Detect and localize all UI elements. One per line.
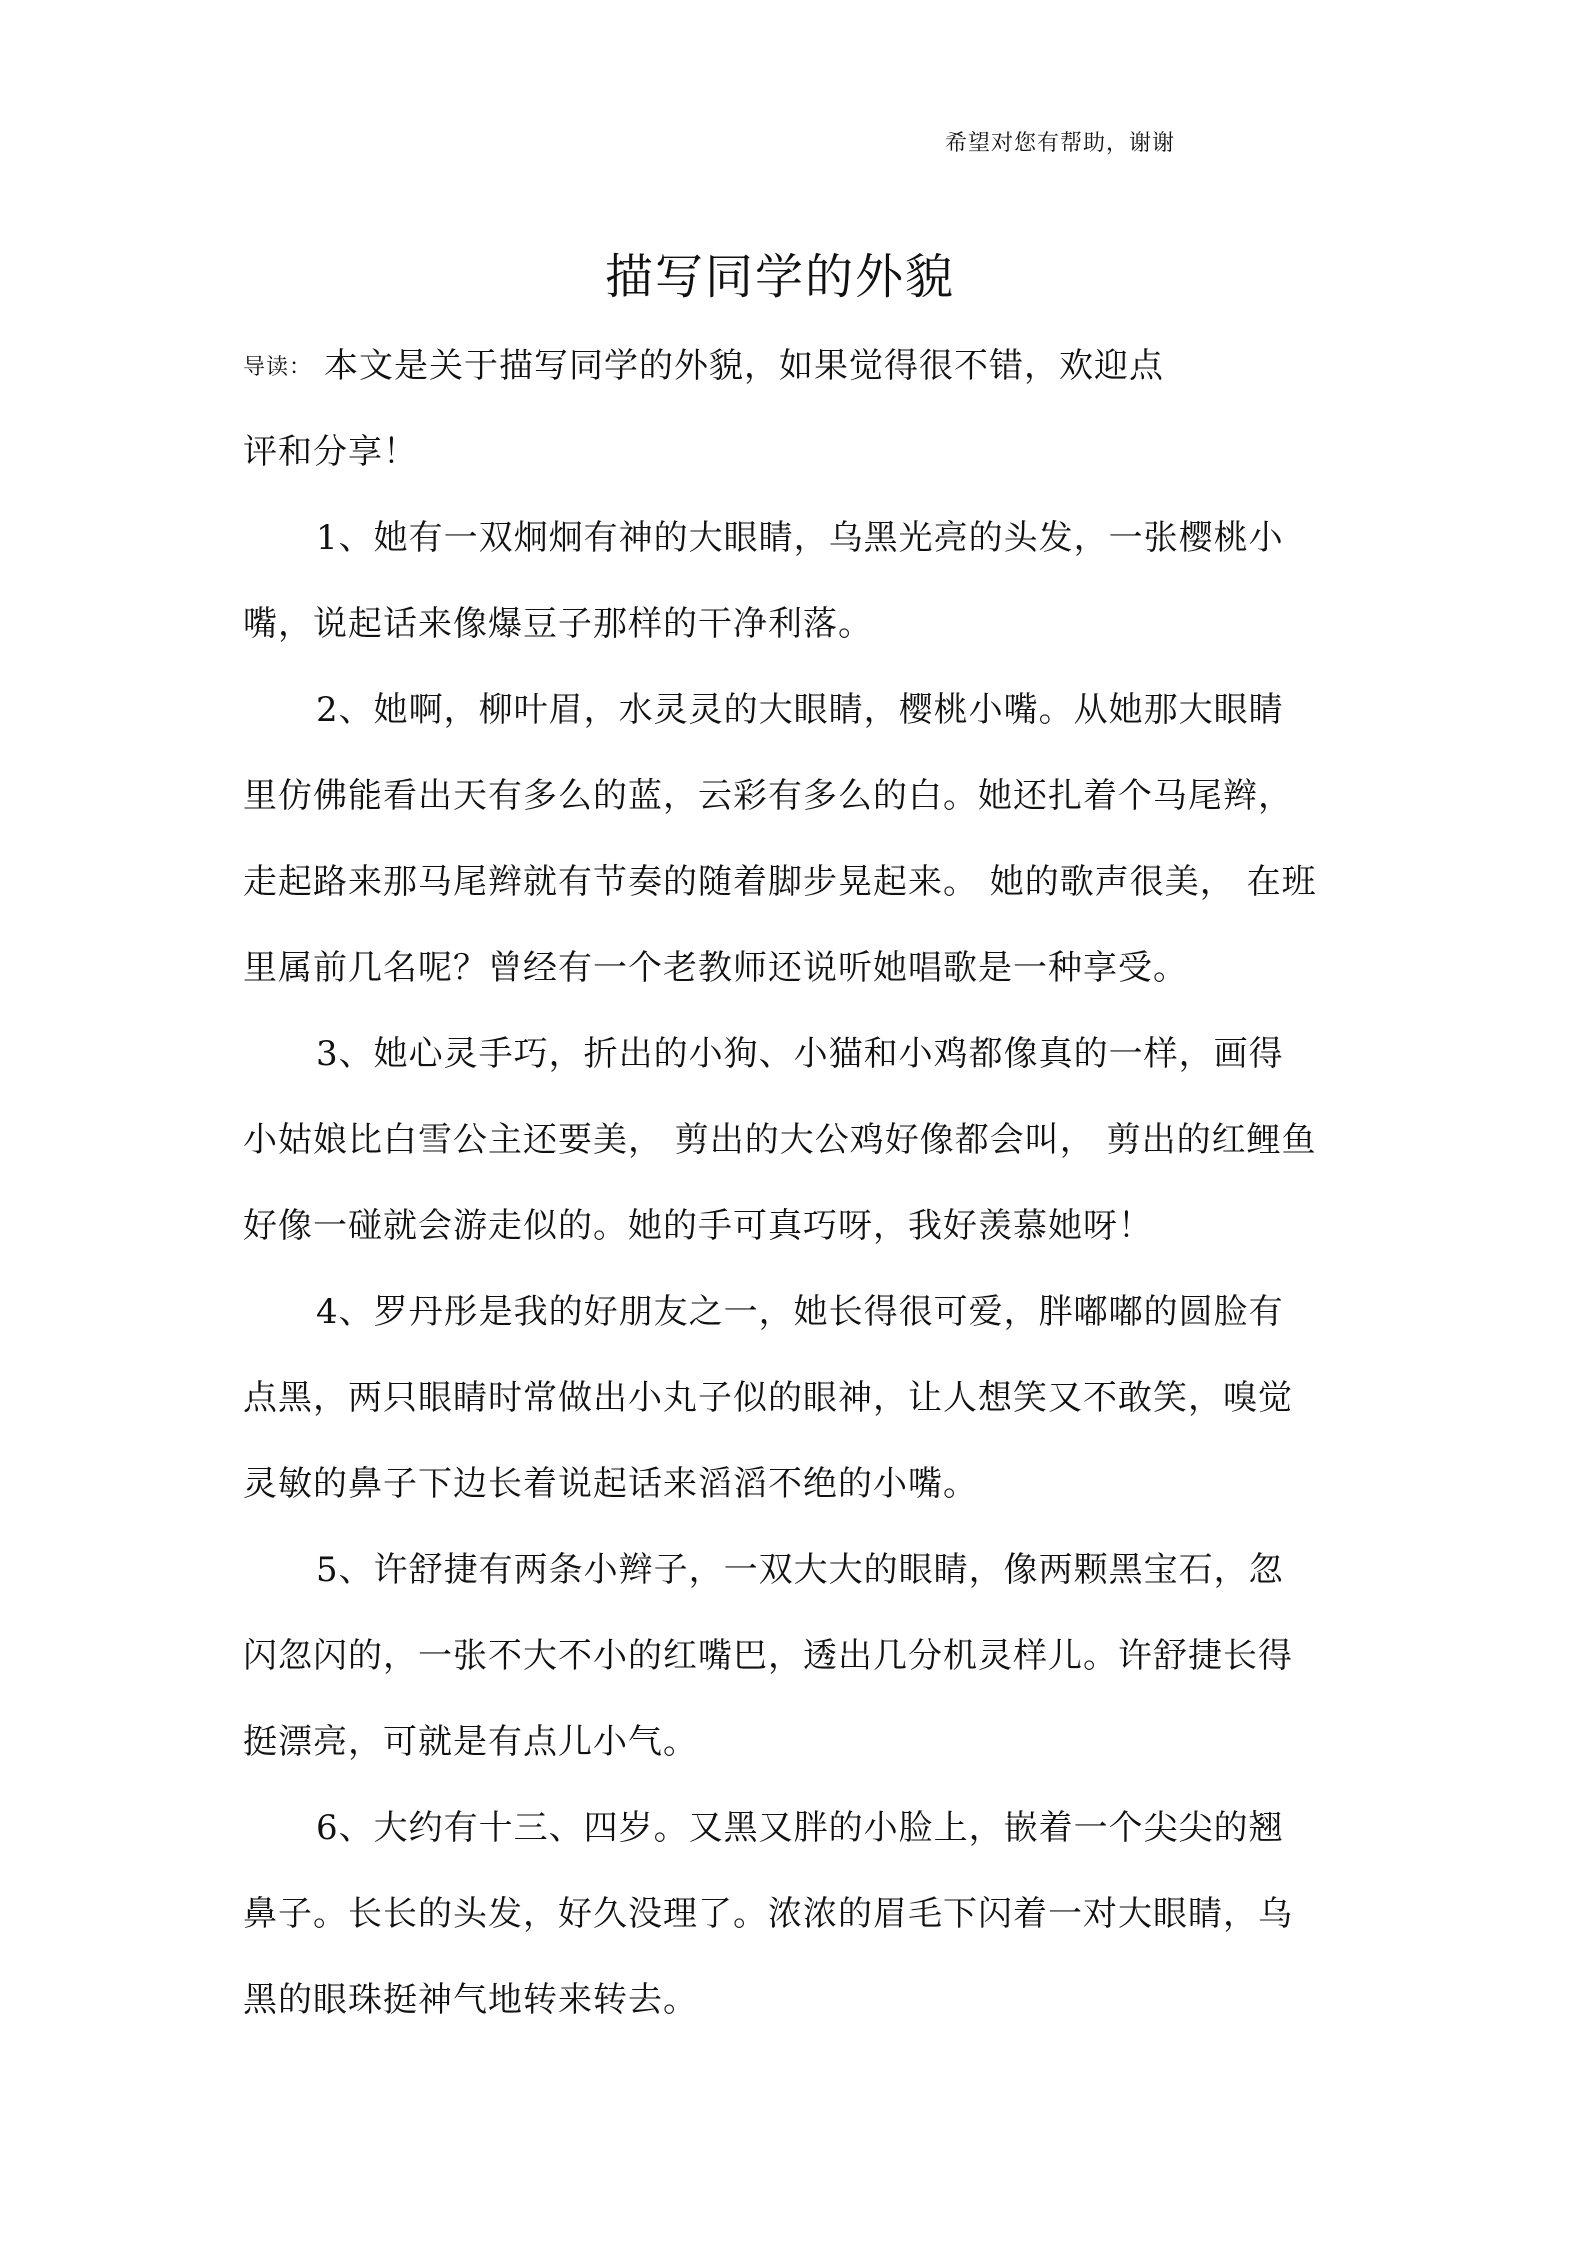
paragraph-4-line-1: 4、罗丹彤是我的好朋友之一，她长得很可爱，胖嘟嘟的圆脸有 [316, 1292, 1284, 1332]
paragraph-5-line-1: 5、许舒捷有两条小辫子，一双大大的眼睛，像两颗黑宝石，忽 [316, 1550, 1284, 1590]
paragraph-3-line-3: 好像一碰就会游走似的。她的手可真巧呀，我好羡慕她呀！ [243, 1206, 1153, 1246]
paragraph-2-line-3: 走起路来那马尾辫就有节奏的随着脚步晃起来。 她的歌声很美， 在班 [243, 862, 1317, 902]
paragraph-5-line-3: 挺漂亮，可就是有点儿小气。 [243, 1722, 698, 1762]
paragraph-3-line-1: 3、她心灵手巧，折出的小狗、小猫和小鸡都像真的一样，画得 [316, 1034, 1284, 1074]
lead-label: 导读： [243, 355, 313, 380]
lead-text-1: 本文是关于描写同学的外貌，如果觉得很不错，欢迎点 [324, 346, 1165, 386]
paragraph-3-line-2: 小姑娘比白雪公主还要美， 剪出的大公鸡好像都会叫， 剪出的红鲤鱼 [243, 1120, 1317, 1160]
lead-line-1 [243, 346, 1164, 388]
paragraph-5-line-2: 闪忽闪的，一张不大不小的红嘴巴，透出几分机灵样儿。许舒捷长得 [243, 1636, 1293, 1676]
paragraph-4-line-2: 点黑，两只眼睛时常做出小丸子似的眼神，让人想笑又不敢笑，嗅觉 [243, 1378, 1293, 1418]
header-note: 希望对您有帮助，谢谢 [945, 131, 1176, 156]
paragraph-2-line-4: 里属前几名呢？曾经有一个老教师还说听她唱歌是一种享受。 [243, 948, 1188, 988]
paragraph-6-line-1: 6、大约有十三、四岁。又黑又胖的小脸上，嵌着一个尖尖的翘 [316, 1808, 1284, 1848]
paragraph-2-line-1: 2、她啊，柳叶眉，水灵灵的大眼睛，樱桃小嘴。从她那大眼睛 [316, 690, 1284, 730]
lead-line-2: 评和分享！ [243, 432, 418, 472]
paragraph-6-line-2: 鼻子。长长的头发，好久没理了。浓浓的眉毛下闪着一对大眼睛，乌 [243, 1894, 1293, 1934]
paragraph-6-line-3: 黑的眼珠挺神气地转来转去。 [243, 1980, 698, 2020]
paragraph-2-line-2: 里仿佛能看出天有多么的蓝，云彩有多么的白。她还扎着个马尾辫， [243, 776, 1293, 816]
paragraph-1-line-1: 1、她有一双炯炯有神的大眼睛，乌黑光亮的头发，一张樱桃小 [316, 518, 1284, 558]
paragraph-4-line-3: 灵敏的鼻子下边长着说起话来滔滔不绝的小嘴。 [243, 1464, 978, 1504]
page-title: 描写同学的外貌 [604, 249, 955, 305]
paragraph-1-line-2: 嘴，说起话来像爆豆子那样的干净利落。 [243, 604, 873, 644]
